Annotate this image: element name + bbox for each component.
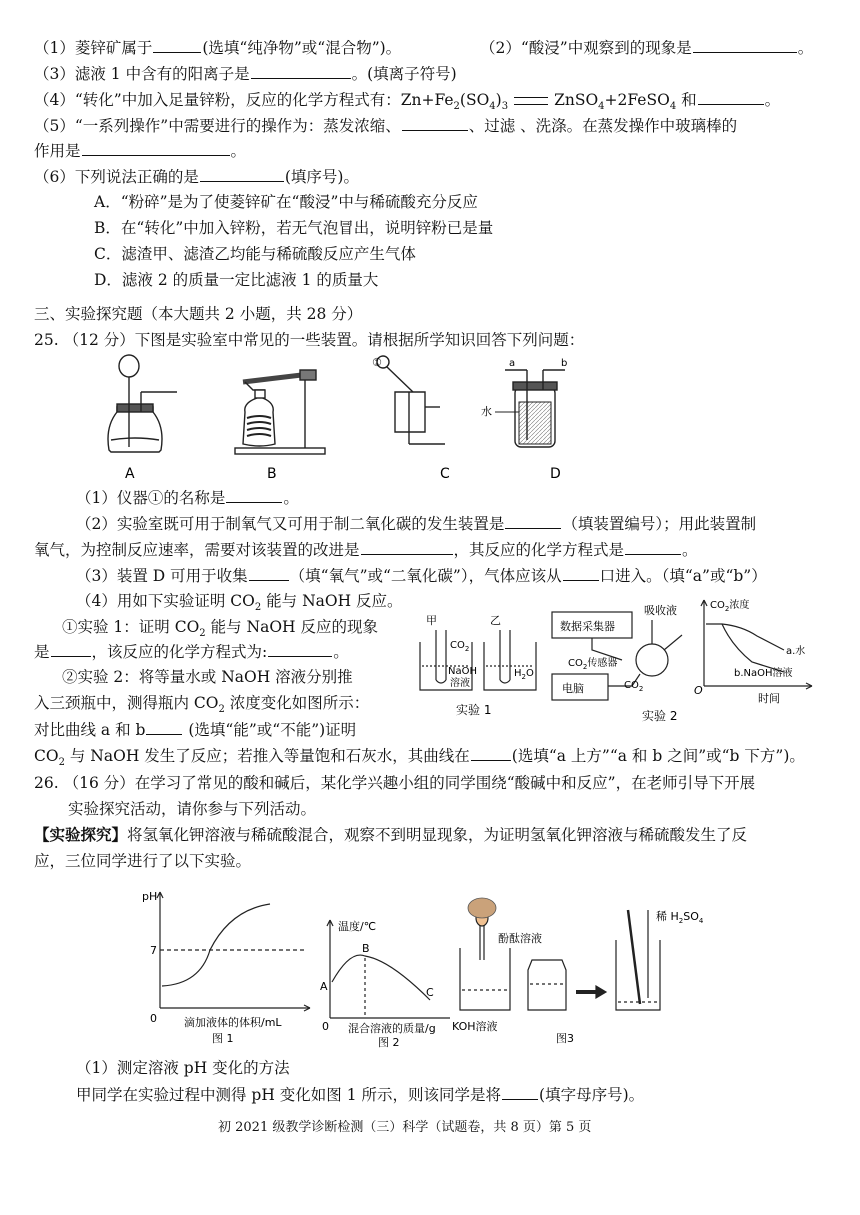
label-h2o: $H_2O$ (514, 668, 534, 681)
page-footer: 初 2021 级教学诊断检测（三）科学（试题卷，共 8 页）第 5 页 (218, 1120, 592, 1135)
q26-head: 26. （16 分）在学习了常见的酸和碱后，某化学兴趣小组的同学围绕“酸碱中和反应”，在老师引导下开展 (34, 774, 756, 792)
fig2-zero: 0 (322, 1020, 329, 1033)
fig1-seven: 7 (150, 944, 157, 957)
q25-s1: （1）仪器①的名称是 。 (76, 489, 299, 507)
answer-blank[interactable] (471, 745, 511, 761)
q24-line6: （6）下列说法正确的是 (填序号)。 (34, 168, 359, 186)
q26-text1: 【实验探究】将氢氧化钾溶液与稀硫酸混合，观察不到明显现象，为证明氢氧化钾溶液与稀硫酸发生了反 (34, 825, 748, 844)
label-line-b: b.NaOH溶液 (734, 668, 793, 679)
option-d: D．滤液 2 的质量一定比滤液 1 的质量大 (94, 271, 379, 289)
answer-blank[interactable] (268, 641, 332, 657)
label-b: b (561, 358, 568, 369)
q25-s2-cont: 氧气，为控制反应速率，需要对该装置的改进是 ，其反应的化学方程式是 。 (34, 541, 698, 559)
option-a: A．“粉碎”是为了使菱锌矿在“酸浸”中与稀硫酸充分反应 (94, 193, 478, 211)
apparatus-d (495, 370, 565, 447)
answer-blank[interactable] (563, 565, 599, 581)
fig2-xlabel: 混合溶液的质量/g (348, 1022, 436, 1035)
fig2-A: A (320, 980, 328, 993)
answer-blank[interactable] (402, 115, 468, 131)
label-co2-1: $CO_2$ (450, 640, 470, 653)
apparatus-a (108, 355, 177, 452)
answer-blank[interactable] (200, 166, 284, 182)
label-B: B (267, 466, 277, 482)
answer-blank[interactable] (502, 1084, 538, 1100)
fig2-C: C (426, 986, 434, 999)
apparatus-c (377, 356, 445, 444)
q26-figures (120, 880, 740, 1050)
label-D: D (550, 466, 561, 482)
fig2-B: B (362, 942, 370, 955)
label-time: 时间 (758, 692, 780, 705)
fig3-acid: 稀 $H_2SO_4$ (656, 910, 704, 925)
q25-s4: （4）用如下实验证明 $CO_2$ 能与 NaOH 反应。 (76, 592, 403, 614)
answer-blank[interactable] (226, 487, 282, 503)
fig2-caption: 图 2 (378, 1036, 400, 1049)
answer-blank[interactable] (361, 539, 453, 555)
label-naoh-solution: 溶液 (450, 678, 470, 689)
q25-e1-cont: 是 ，该反应的化学方程式为: 。 (34, 643, 349, 661)
apparatus-b (235, 370, 325, 454)
label-A: A (125, 466, 135, 482)
label-sensor: $CO_2$传感器 (568, 658, 618, 671)
q26-head2: 实验探究活动，请你参与下列活动。 (68, 800, 317, 818)
label-co2-2: $CO_2$ (624, 680, 644, 693)
q25-e2-b: 入三颈瓶中，测得瓶内 $CO_2$ 浓度变化如图所示： (34, 694, 370, 716)
fig1-ylabel: pH (142, 890, 158, 903)
q26-text2: 应，三位同学进行了以下实验。 (34, 852, 252, 870)
q26-s1-text: 甲同学在实验过程中测得 pH 变化如图 1 所示，则该同学是将 (填字母序号)。 (76, 1086, 645, 1104)
answer-blank[interactable] (249, 565, 289, 581)
label-exp1: 实验 1 (456, 703, 492, 717)
option-c: C．滤渣甲、滤渣乙均能与稀硫酸反应产生气体 (94, 245, 416, 263)
fig1-zero: 0 (150, 1012, 157, 1025)
answer-blank[interactable] (698, 89, 764, 105)
answer-blank[interactable] (153, 37, 201, 53)
q24-line4: （5）“一系列操作”中需要进行的操作为：蒸发浓缩、 、过滤 、洗涤。在蒸发操作中玻璃棒的 (34, 117, 738, 135)
label-absorb: 吸收液 (644, 604, 677, 617)
q25-s2: （2）实验室既可用于制氧气又可用于制二氧化碳的发生装置是 （填装置编号）；用此装置制 (76, 515, 757, 533)
equals-sign (514, 97, 548, 105)
answer-blank[interactable] (146, 719, 182, 735)
q25-e2-d: $CO_2$ 与 NaOH 发生了反应；若推入等量饱和石灰水，其曲线在 (选填“a 上方”“a 和 b 之间”或“b 下方”)。 (34, 747, 805, 769)
option-b: B．在“转化”中加入锌粉，若无气泡冒出，说明锌粉已是量 (94, 219, 494, 237)
apparatus-figure (95, 352, 595, 487)
q24-line5: 作用是 。 (34, 142, 247, 160)
label-naoh: NaOH (448, 666, 477, 677)
fig1-xlabel: 滴加液体的体积/mL (184, 1016, 282, 1029)
label-circle1: ① (372, 356, 382, 369)
label-a: a (509, 358, 516, 369)
q24-line1: （1）菱锌矿属于 (选填“纯净物”或“混合物”)。 (34, 39, 402, 57)
q25-e1: ①实验 1：证明 $CO_2$ 能与 NaOH 反应的现象 (62, 618, 378, 640)
fig3-koh: KOH溶液 (452, 1020, 498, 1033)
answer-blank[interactable] (251, 63, 351, 79)
label-origin: O (694, 684, 703, 697)
fig2-ylabel: 温度/℃ (338, 920, 377, 933)
answer-blank[interactable] (82, 140, 230, 156)
label-collector: 数据采集器 (560, 620, 615, 633)
hand-icon (468, 898, 496, 918)
q25-head: 25. （12 分）下图是实验室中常见的一些装置。请根据所学知识回答下列问题： (34, 331, 585, 349)
experiment-figure (412, 590, 832, 730)
q25-e2: ②实验 2：将等量水或 NaOH 溶液分别推 (62, 668, 353, 686)
answer-blank[interactable] (693, 37, 797, 53)
label-exp2: 实验 2 (642, 709, 678, 723)
label-line-a: a.水 (786, 646, 806, 657)
q24-line3: （4）“转化”中加入足量锌粉，反应的化学方程式有：$Zn+Fe_2(SO_4)_3$ ZnSO$_4$+2FeSO$_4$ 和 。 (34, 91, 781, 113)
q24-line1b: （2）“酸浸”中观察到的现象是 。 (480, 39, 814, 57)
label-C: C (440, 466, 450, 482)
label-yi: 乙 (490, 614, 501, 627)
q25-s3: （3）装置 D 可用于收集 （填“氧气”或“二氧化碳”），气体应该从 口进入。（填“a”或“b”） (76, 567, 767, 585)
fig1-caption: 图 1 (212, 1032, 234, 1045)
q24-line2: （3）滤液 1 中含有的阳离子是 。(填离子符号) (34, 65, 457, 83)
fig3-caption: 图3 (556, 1032, 574, 1045)
label-jia: 甲 (426, 614, 437, 627)
q25-e2-c: 对比曲线 a 和 b (选填“能”或“不能”)证明 (34, 721, 357, 739)
q26-s1: （1）测定溶液 pH 变化的方法 (76, 1059, 290, 1077)
fig3-phenolphthalein: 酚酞溶液 (498, 932, 542, 945)
label-computer: 电脑 (562, 682, 584, 695)
answer-blank[interactable] (51, 641, 91, 657)
section-title: 三、实验探究题（本大题共 2 小题，共 28 分） (34, 305, 363, 323)
label-water: 水 (481, 405, 492, 418)
answer-blank[interactable] (505, 513, 561, 529)
answer-blank[interactable] (625, 539, 681, 555)
label-conc: $CO_2$浓度 (710, 600, 750, 613)
